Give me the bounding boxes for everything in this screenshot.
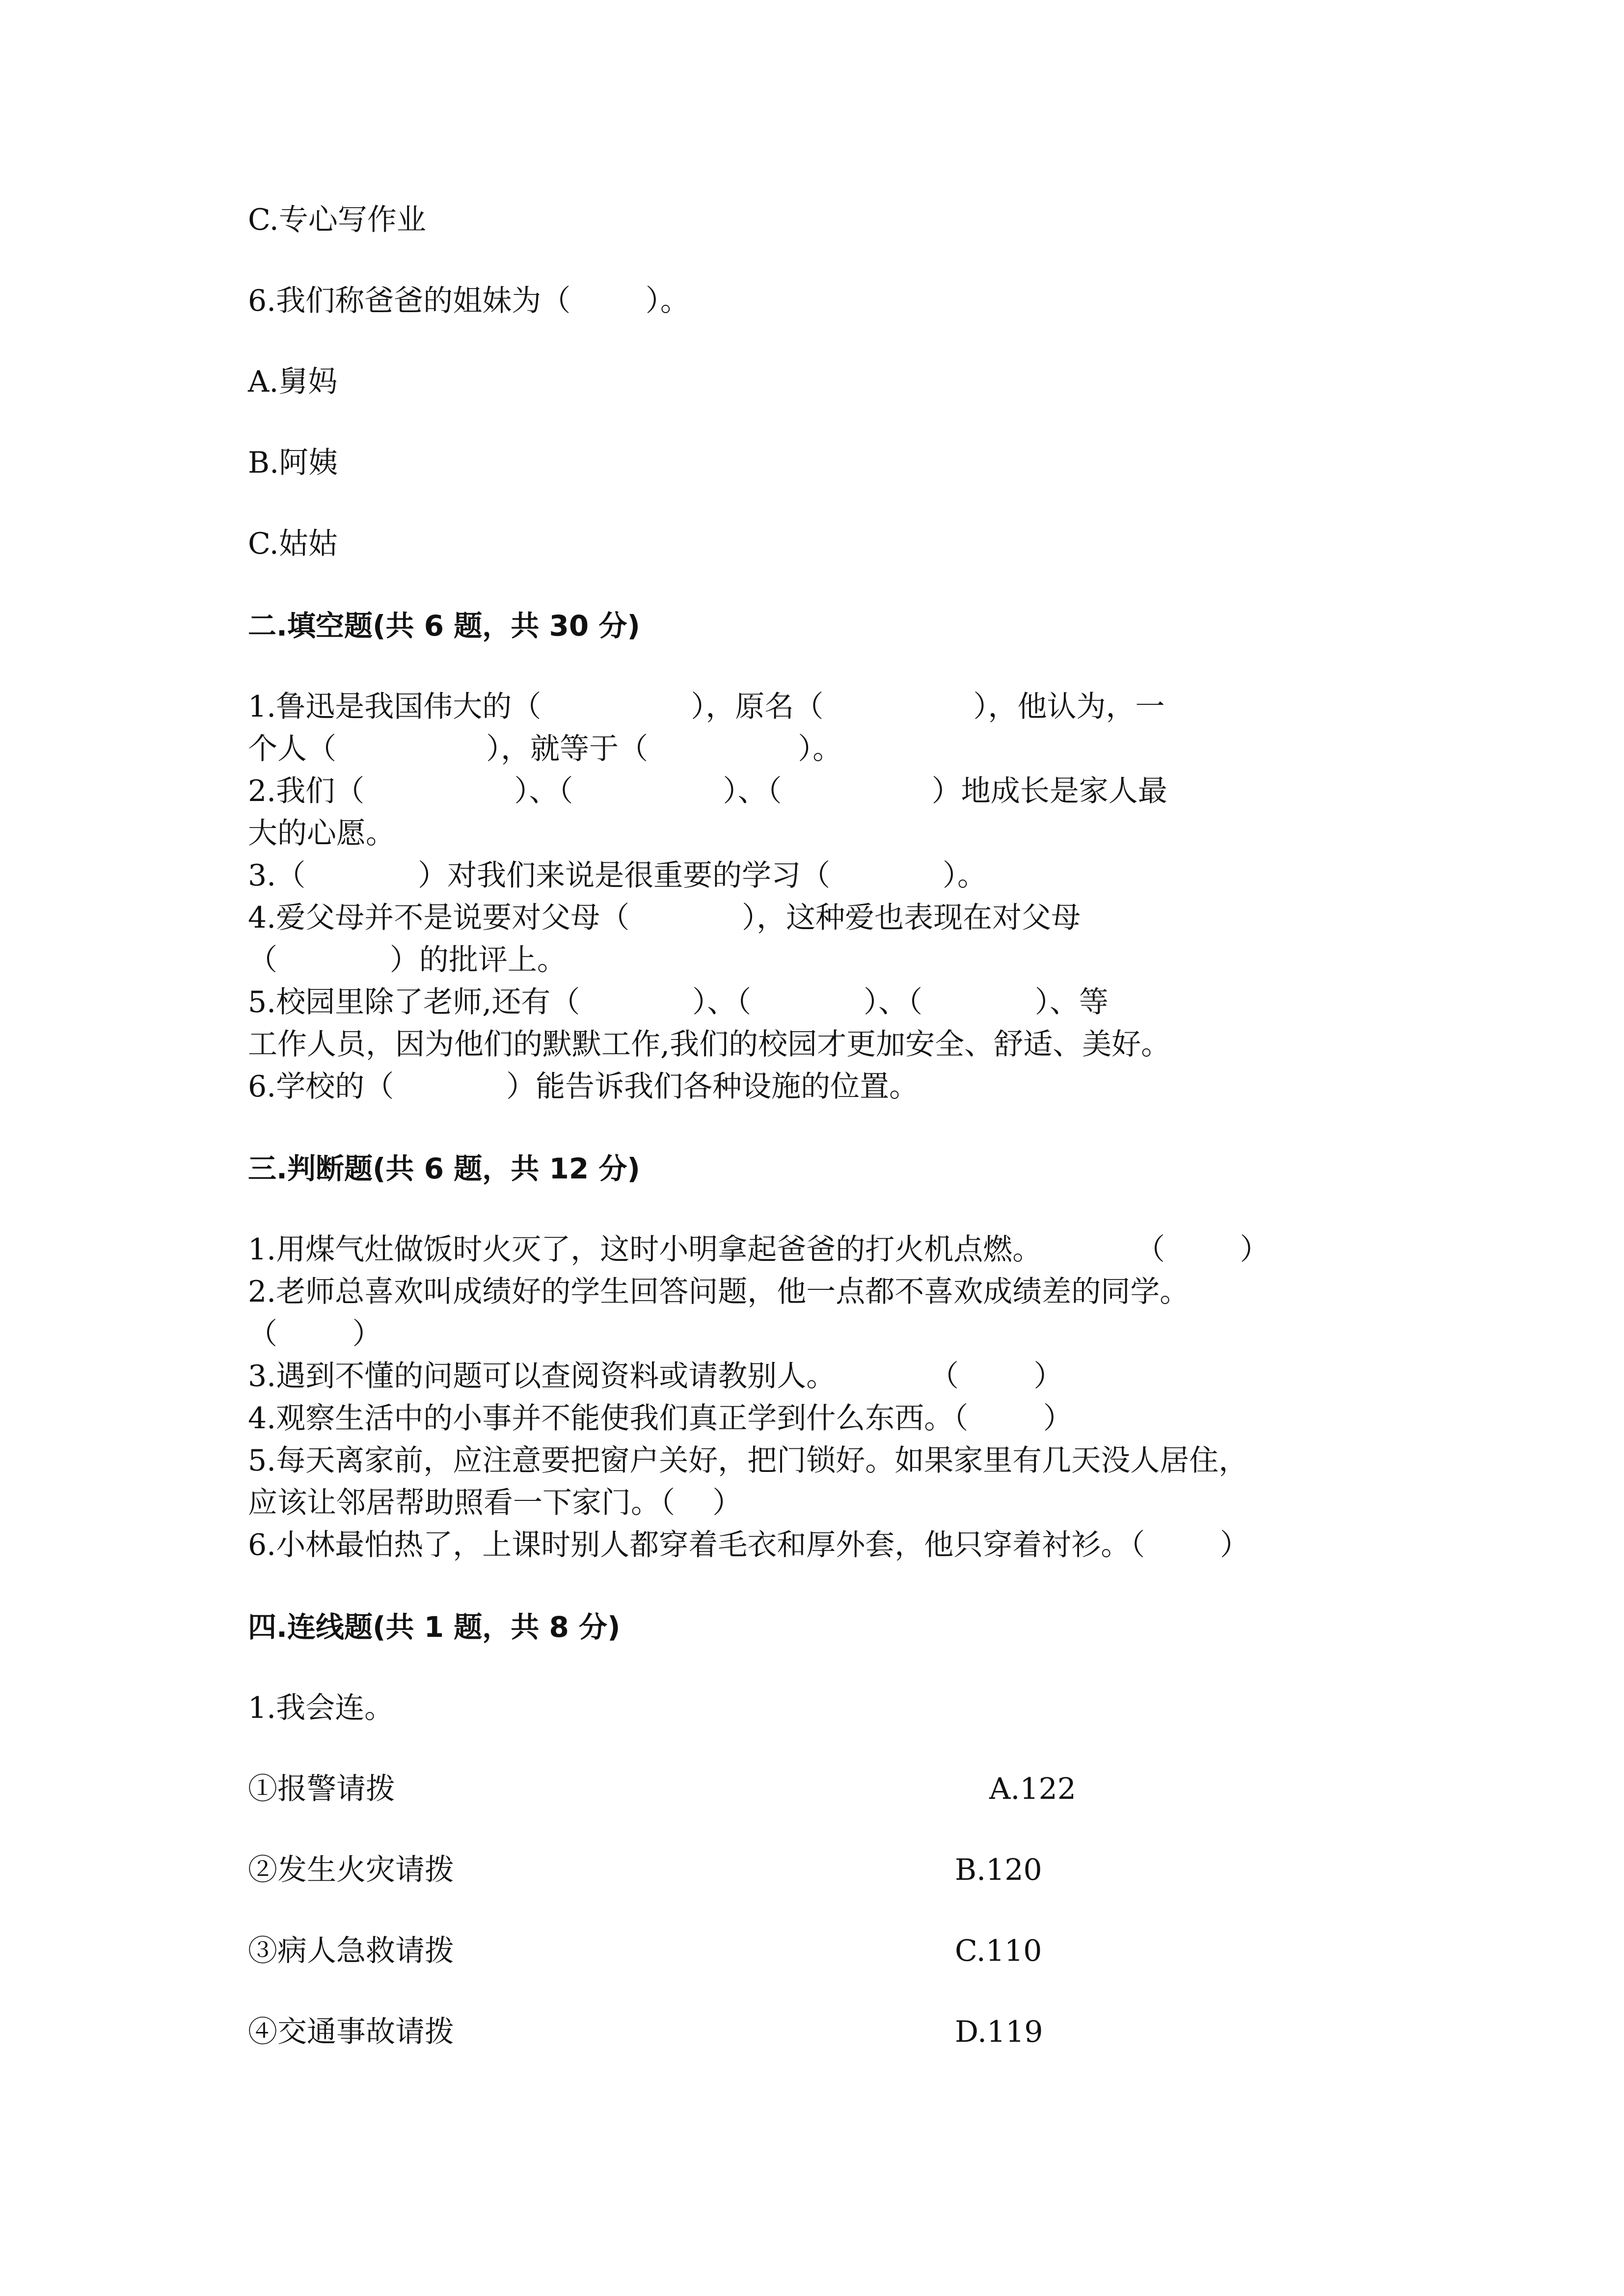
true-false-line: 4.观察生活中的小事并不能使我们真正学到什么东西。（ ） xyxy=(248,1401,1073,1436)
q6-option-a: A.舅妈 xyxy=(248,365,338,399)
q6-option-b: B.阿姨 xyxy=(248,446,338,480)
true-false-line: （ ） xyxy=(248,1317,382,1351)
fill-blank-line: 6.学校的（ ）能告诉我们各种设施的位置。 xyxy=(248,1069,919,1104)
fill-blank-line: 4.爱父母并不是说要对父母（ ），这种爱也表现在对父母 xyxy=(248,901,1081,935)
true-false-line: 3.遇到不懂的问题可以查阅资料或请教别人。 （ ） xyxy=(248,1359,1063,1393)
matching-right-item: C.110 xyxy=(955,1934,1042,1968)
true-false-line: 1.用煤气灶做饭时火灭了，这时小明拿起爸爸的打火机点燃。 （ ） xyxy=(248,1232,1270,1267)
matching-heading: 四.连线题(共 1 题，共 8 分) xyxy=(248,1610,621,1644)
matching-right-item: A.122 xyxy=(989,1772,1076,1806)
true-false-heading: 三.判断题(共 6 题，共 12 分) xyxy=(248,1152,640,1185)
true-false-line: 6.小林最怕热了，上课时别人都穿着毛衣和厚外套，他只穿着衬衫。（ ） xyxy=(248,1528,1249,1562)
matching-prompt: 1.我会连。 xyxy=(248,1691,394,1725)
fill-blank-line: 3.（ ）对我们来说是很重要的学习（ ）。 xyxy=(248,858,987,893)
fill-blank-line: 个人（ ），就等于（ ）。 xyxy=(248,732,842,766)
q5-option-c: C.专心写作业 xyxy=(248,203,426,237)
fill-blank-line: 大的心愿。 xyxy=(248,816,395,851)
fill-blank-line: 5.校园里除了老师,还有（ ）、（ ）、（ ）、等 xyxy=(248,985,1109,1019)
fill-blank-line: 1.鲁迅是我国伟大的（ ），原名（ ），他认为，一 xyxy=(248,690,1165,724)
fill-blank-heading: 二.填空题(共 6 题，共 30 分) xyxy=(248,609,640,642)
true-false-line: 5.每天离家前，应注意要把窗户关好，把门锁好。如果家里有几天没人居住， xyxy=(248,1443,1248,1478)
matching-left-item: ④交通事故请拨 xyxy=(248,2015,454,2049)
fill-blank-line: （ ）的批评上。 xyxy=(248,943,567,977)
q6-stem: 6.我们称爸爸的姐妹为（ ）。 xyxy=(248,284,690,318)
true-false-line: 应该让邻居帮助照看一下家门。（ ） xyxy=(248,1486,742,1520)
matching-right-item: B.120 xyxy=(955,1853,1042,1887)
matching-left-item: ②发生火灾请拨 xyxy=(248,1853,454,1887)
matching-left-item: ①报警请拨 xyxy=(248,1772,395,1806)
true-false-line: 2.老师总喜欢叫成绩好的学生回答问题，他一点都不喜欢成绩差的同学。 xyxy=(248,1275,1190,1309)
matching-left-item: ③病人急救请拨 xyxy=(248,1934,454,1968)
fill-blank-line: 2.我们（ ）、（ ）、（ ）地成长是家人最 xyxy=(248,774,1167,808)
matching-right-item: D.119 xyxy=(955,2015,1043,2049)
q6-option-c: C.姑姑 xyxy=(248,527,338,561)
fill-blank-line: 工作人员，因为他们的默默工作,我们的校园才更加安全、舒适、美好。 xyxy=(248,1027,1171,1062)
